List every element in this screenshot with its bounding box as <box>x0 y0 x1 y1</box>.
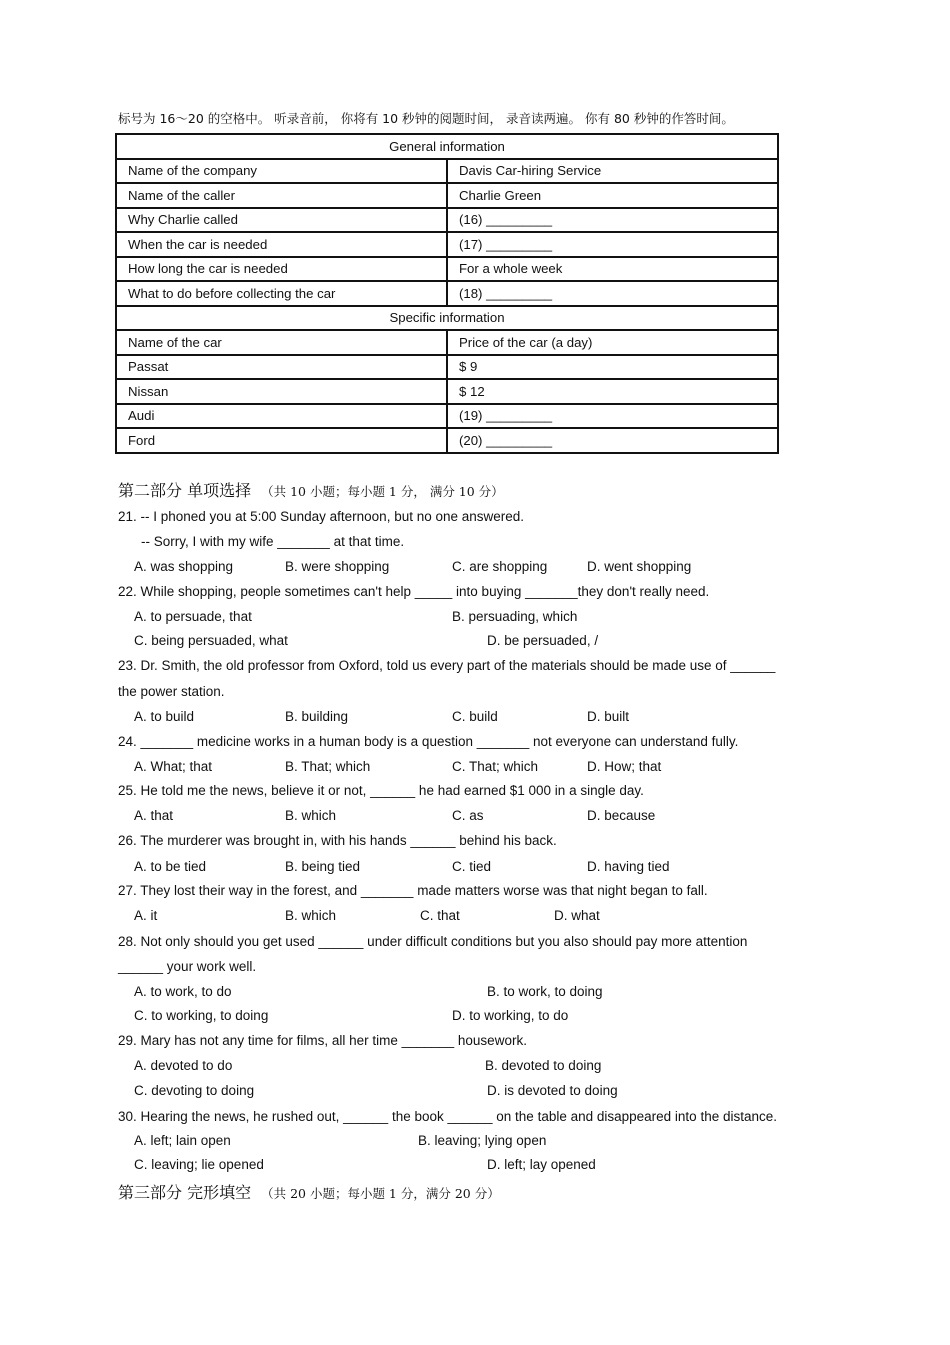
table-row <box>116 355 778 380</box>
q29-stem: 29. Mary has not any time for films, all her time _______ housework. <box>118 1033 527 1048</box>
table-row <box>116 281 778 306</box>
table-value-cell: $ 12 <box>447 379 778 404</box>
table-row <box>116 379 778 404</box>
general-info-header-row <box>116 134 778 159</box>
general-info-header: General information <box>116 134 778 159</box>
specific-info-header: Specific information <box>116 306 778 331</box>
q26-option-a: A. to be tied <box>134 859 207 874</box>
part3-subtitle: （共 20 小题；每小题 1 分，满分 20 分） <box>261 1186 500 1201</box>
q24-stem: 24. _______ medicine works in a human body is a question _______ not everyone can understand fully. <box>118 734 739 749</box>
q27-stem: 27. They lost their way in the forest, and _______ made matters worse was that night began to fall. <box>118 883 708 898</box>
q28-option-b: B. to work, to doing <box>487 984 603 999</box>
table-label-cell: Audi <box>116 404 447 429</box>
q23-option-b: B. building <box>285 709 349 724</box>
part3-title: 第三部分 完形填空 <box>118 1183 252 1202</box>
part2-heading <box>118 478 504 501</box>
q24-option-c: C. That; which <box>452 759 539 774</box>
table-value-cell: (19) _________ <box>447 404 778 429</box>
q29-option-a: A. devoted to do <box>134 1058 233 1073</box>
q28-stem: 28. Not only should you get used ______ under difficult conditions but you also should pay more attention <box>118 934 748 949</box>
q24-option-a: A. What; that <box>134 759 213 774</box>
table-row <box>116 159 778 184</box>
table-value-cell: Price of the car (a day) <box>447 330 778 355</box>
q27-option-c: C. that <box>420 908 460 923</box>
table-row <box>116 404 778 429</box>
q25-option-a: A. that <box>134 808 174 823</box>
q30-option-c: C. leaving; lie opened <box>134 1157 264 1172</box>
q27-option-d: D. what <box>554 908 600 923</box>
q23-stem-2: the power station. <box>118 684 225 699</box>
table-row <box>116 208 778 233</box>
q27-option-a: A. it <box>134 908 158 923</box>
q30-option-a: A. left; lain open <box>134 1133 231 1148</box>
table-value-cell: Charlie Green <box>447 183 778 208</box>
q25-option-c: C. as <box>452 808 484 823</box>
q23-option-d: D. built <box>587 709 630 724</box>
q23-stem: 23. Dr. Smith, the old professor from Oxford, told us every part of the materials should be made use of ______ <box>118 658 776 673</box>
table-label-cell: Nissan <box>116 379 447 404</box>
q22-stem: 22. While shopping, people sometimes can't help _____ into buying _______they don't really need. <box>118 584 710 599</box>
q21-stem-2: -- Sorry, I with my wife _______ at that time. <box>141 534 405 549</box>
part2-subtitle: （共 10 小题；每小题 1 分， 满分 10 分） <box>261 484 504 499</box>
q21-option-d: D. went shopping <box>587 559 692 574</box>
table-label-cell: Passat <box>116 355 447 380</box>
q26-option-b: B. being tied <box>285 859 361 874</box>
q25-option-b: B. which <box>285 808 337 823</box>
q21-option-a: A. was shopping <box>134 559 234 574</box>
table-value-cell: (16) _________ <box>447 208 778 233</box>
q23-option-a: A. to build <box>134 709 195 724</box>
table-label-cell: How long the car is needed <box>116 257 447 282</box>
q23-option-c: C. build <box>452 709 498 724</box>
table-label-cell: When the car is needed <box>116 232 447 257</box>
q22-option-d: D. be persuaded, / <box>487 633 599 648</box>
q28-option-c: C. to working, to doing <box>134 1008 269 1023</box>
q21-option-c: C. are shopping <box>452 559 548 574</box>
q22-option-c: C. being persuaded, what <box>134 633 288 648</box>
table-value-cell: Davis Car-hiring Service <box>447 159 778 184</box>
table-value-cell: (18) _________ <box>447 281 778 306</box>
q29-option-d: D. is devoted to doing <box>487 1083 618 1098</box>
car-hire-info-table <box>115 133 779 454</box>
table-row <box>116 232 778 257</box>
q26-option-c: C. tied <box>452 859 492 874</box>
table-row <box>116 183 778 208</box>
q29-option-c: C. devoting to doing <box>134 1083 255 1098</box>
table-label-cell: Why Charlie called <box>116 208 447 233</box>
q29-option-b: B. devoted to doing <box>485 1058 602 1073</box>
table-row <box>116 330 778 355</box>
q28-option-d: D. to working, to do <box>452 1008 569 1023</box>
table-value-cell: For a whole week <box>447 257 778 282</box>
table-value-cell: (20) _________ <box>447 428 778 453</box>
q30-stem: 30. Hearing the news, he rushed out, ______ the book ______ on the table and disappeared into the distance. <box>118 1109 777 1124</box>
q24-option-d: D. How; that <box>587 759 662 774</box>
q28-stem-2: ______ your work well. <box>118 959 257 974</box>
q25-option-d: D. because <box>587 808 656 823</box>
table-value-cell: $ 9 <box>447 355 778 380</box>
q26-option-d: D. having tied <box>587 859 670 874</box>
part3-heading <box>118 1180 500 1203</box>
table-value-cell: (17) _________ <box>447 232 778 257</box>
table-label-cell: Name of the car <box>116 330 447 355</box>
q24-option-b: B. That; which <box>285 759 371 774</box>
part2-title: 第二部分 单项选择 <box>118 481 252 500</box>
table-row <box>116 428 778 453</box>
table-row <box>116 257 778 282</box>
table-label-cell: Ford <box>116 428 447 453</box>
specific-info-header-row <box>116 306 778 331</box>
table-label-cell: Name of the company <box>116 159 447 184</box>
q30-option-d: D. left; lay opened <box>487 1157 596 1172</box>
q22-option-b: B. persuading, which <box>452 609 578 624</box>
q28-option-a: A. to work, to do <box>134 984 232 999</box>
intro-instructions: 标号为 16～20 的空格中。 听录音前， 你将有 10 秒钟的阅题时间， 录音读两遍。 你有 80 秒钟的作答时间。 <box>118 111 734 126</box>
q21-option-b: B. were shopping <box>285 559 390 574</box>
table-label-cell: What to do before collecting the car <box>116 281 447 306</box>
q22-option-a: A. to persuade, that <box>134 609 252 624</box>
q26-stem: 26. The murderer was brought in, with his hands ______ behind his back. <box>118 833 557 848</box>
table-label-cell: Name of the caller <box>116 183 447 208</box>
q21-stem: 21. -- I phoned you at 5:00 Sunday afternoon, but no one answered. <box>118 509 525 524</box>
q27-option-b: B. which <box>285 908 337 923</box>
table-body <box>116 134 778 453</box>
q25-stem: 25. He told me the news, believe it or not, ______ he had earned $1 000 in a single day. <box>118 783 644 798</box>
q30-option-b: B. leaving; lying open <box>418 1133 547 1148</box>
